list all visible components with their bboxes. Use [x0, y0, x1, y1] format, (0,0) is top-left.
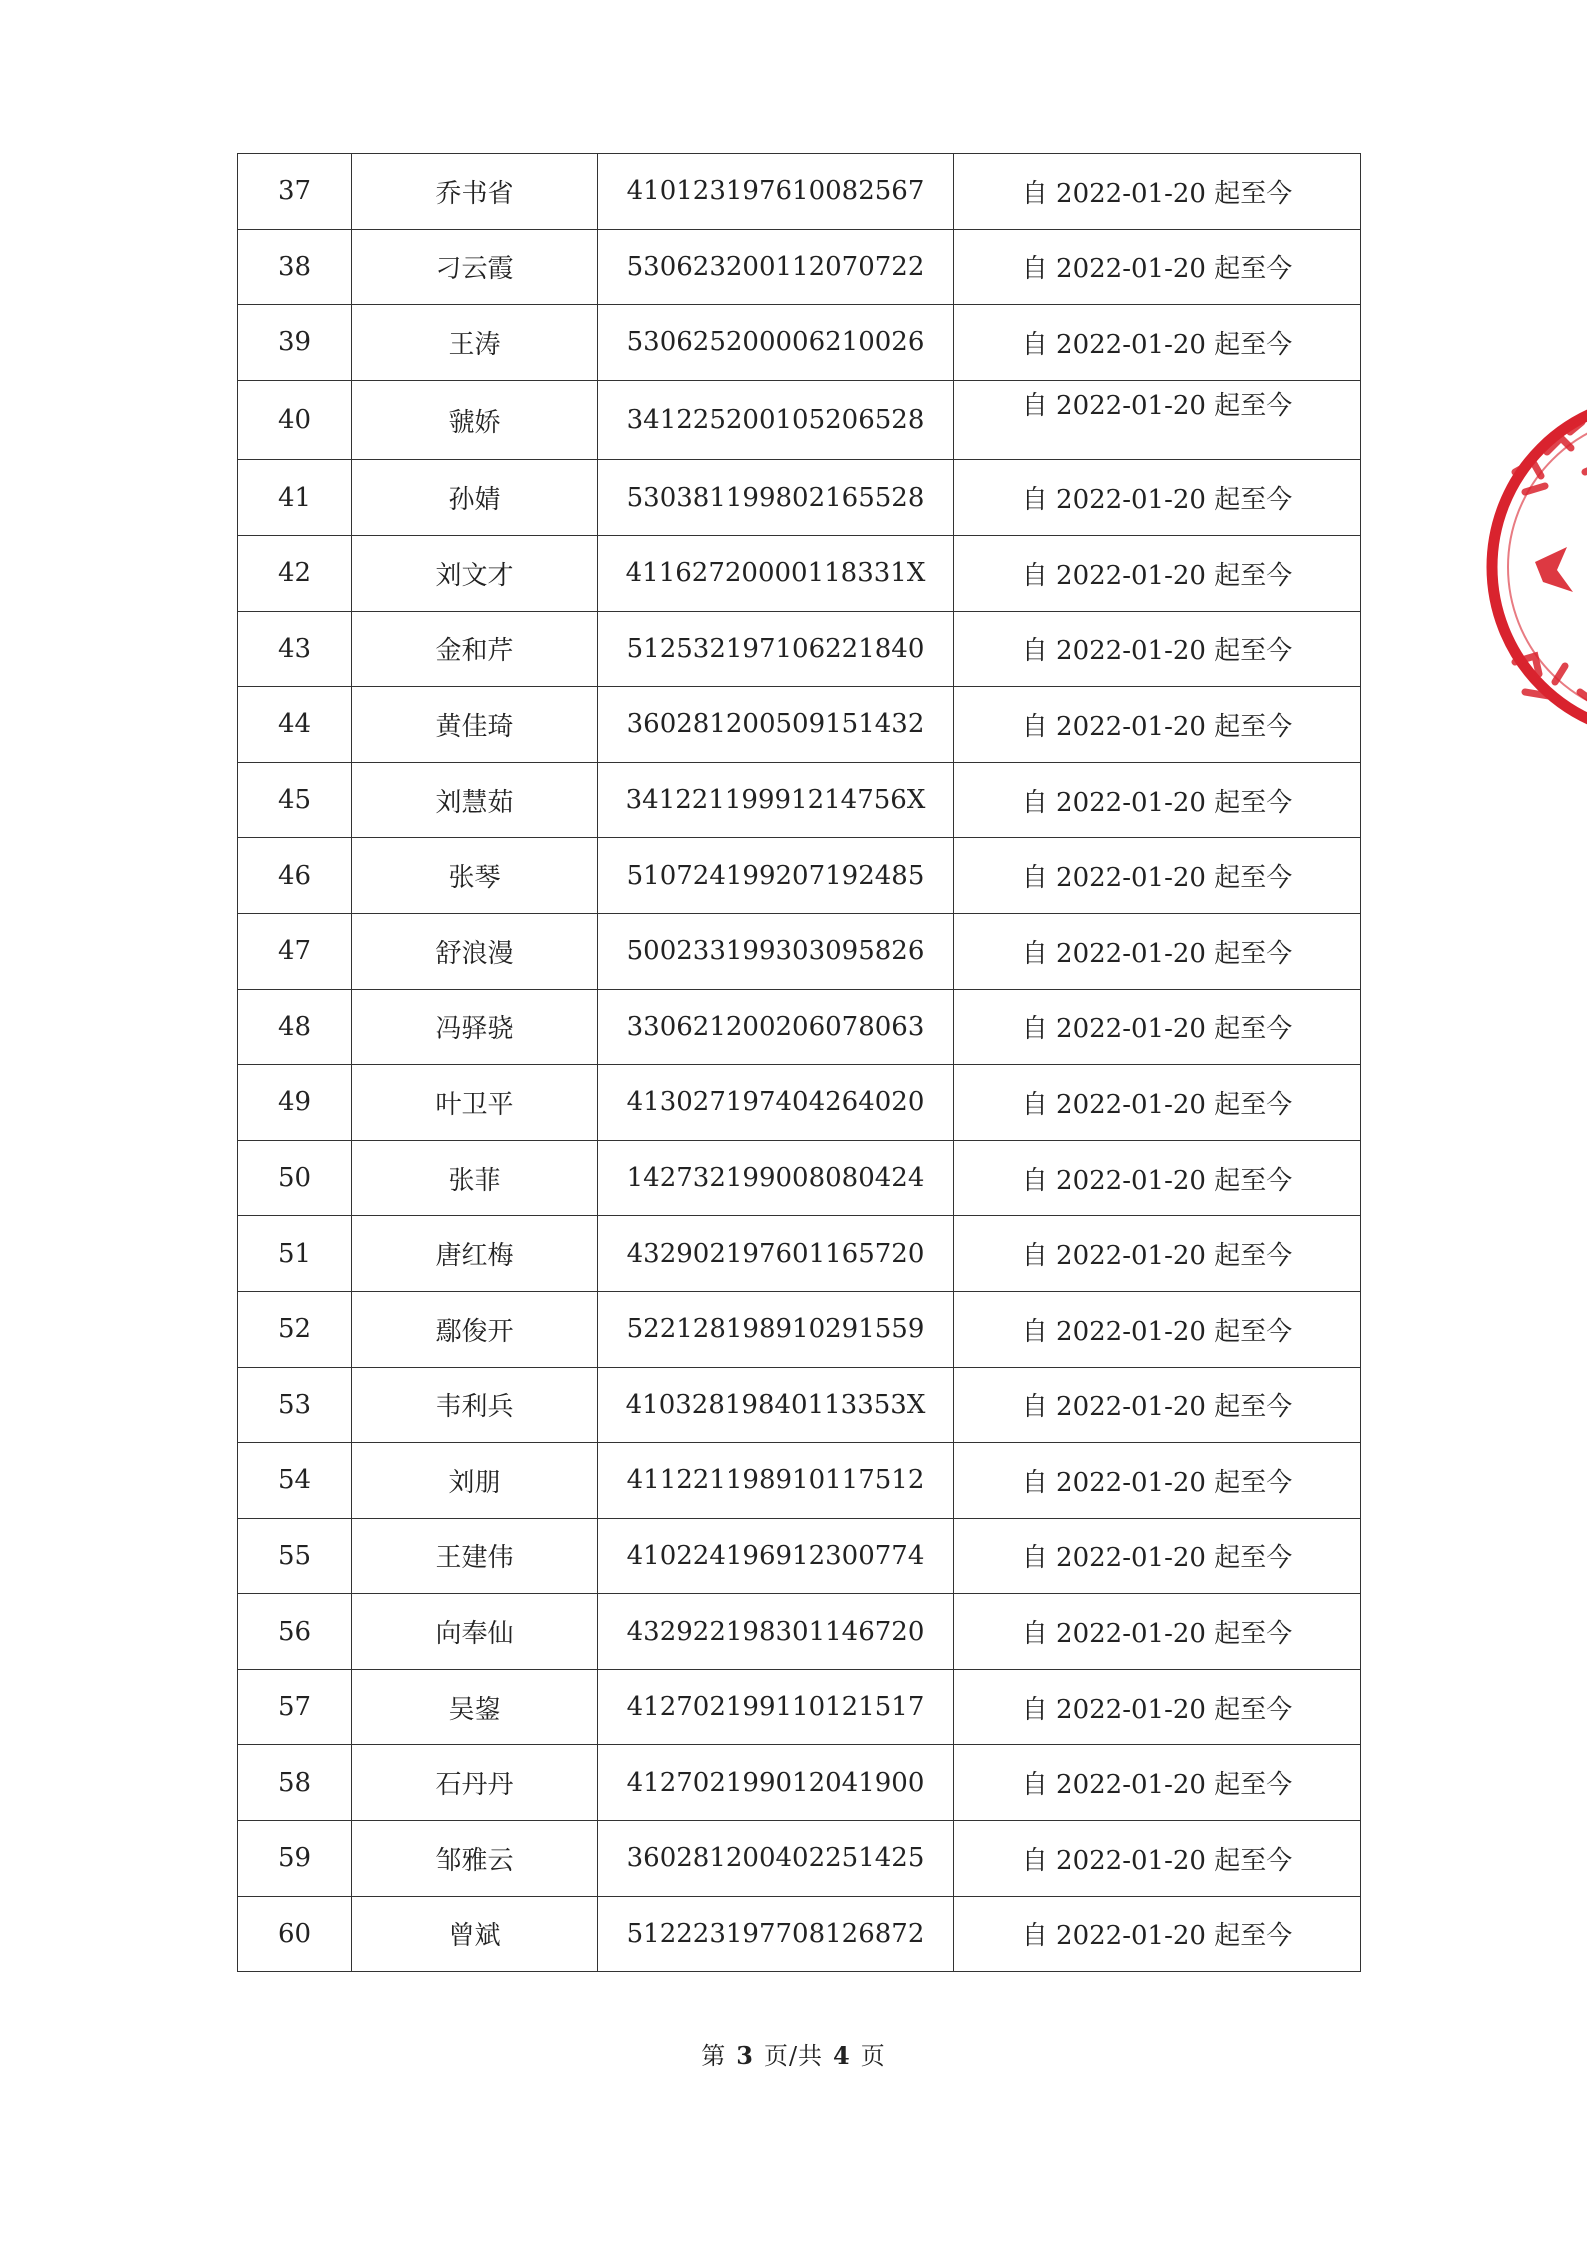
- employment-period-cell: 自 2022-01-20 起至今: [954, 838, 1361, 914]
- name-cell: 石丹丹: [352, 1745, 598, 1821]
- seq-number-cell: 48: [238, 989, 352, 1065]
- seq-number-cell: 43: [238, 611, 352, 687]
- table-row: [238, 380, 1361, 460]
- employment-period-cell: 自 2022-01-20 起至今: [954, 1291, 1361, 1367]
- seq-number-cell: 59: [238, 1821, 352, 1897]
- employment-period-cell: 自 2022-01-20 起至今: [954, 687, 1361, 763]
- name-cell: 王涛: [352, 305, 598, 381]
- seq-number-cell: 56: [238, 1594, 352, 1670]
- employment-period-cell: 自 2022-01-20 起至今: [954, 989, 1361, 1065]
- table-row: [238, 1367, 1361, 1443]
- seq-number-cell: 45: [238, 762, 352, 838]
- name-cell: 张菲: [352, 1140, 598, 1216]
- table-row: [238, 1745, 1361, 1821]
- employment-period-cell: 自 2022-01-20 起至今: [954, 1367, 1361, 1443]
- id-number-cell: 530623200112070722: [598, 229, 954, 305]
- table-row: [238, 838, 1361, 914]
- seq-number-cell: 55: [238, 1518, 352, 1594]
- current-page-number: 3: [736, 2041, 754, 2070]
- name-cell: 孙婧: [352, 460, 598, 536]
- id-number-cell: 413027197404264020: [598, 1065, 954, 1141]
- id-number-cell: 530625200006210026: [598, 305, 954, 381]
- employment-period-cell: 自 2022-01-20 起至今: [954, 1443, 1361, 1519]
- name-cell: 向奉仙: [352, 1594, 598, 1670]
- total-page-count: 4: [833, 2041, 851, 2070]
- seq-number-cell: 57: [238, 1669, 352, 1745]
- table-row: [238, 1216, 1361, 1292]
- table-row: [238, 1065, 1361, 1141]
- table-row: [238, 1291, 1361, 1367]
- table-row: [238, 989, 1361, 1065]
- id-number-cell: 432902197601165720: [598, 1216, 954, 1292]
- name-cell: 鄢俊开: [352, 1291, 598, 1367]
- table-row: [238, 762, 1361, 838]
- page-footer: [0, 2036, 1587, 2071]
- table-row: [238, 913, 1361, 989]
- footer-suffix: 页: [860, 2042, 886, 2070]
- id-number-cell: 522128198910291559: [598, 1291, 954, 1367]
- seq-number-cell: 58: [238, 1745, 352, 1821]
- name-cell: 韦利兵: [352, 1367, 598, 1443]
- table-row: [238, 1896, 1361, 1972]
- employment-period-cell: 自 2022-01-20 起至今: [954, 305, 1361, 381]
- employment-period-cell: 自 2022-01-20 起至今: [954, 762, 1361, 838]
- employment-period-cell: 自 2022-01-20 起至今: [954, 1896, 1361, 1972]
- seq-number-cell: 39: [238, 305, 352, 381]
- seq-number-cell: 47: [238, 913, 352, 989]
- employment-period-cell: 自 2022-01-20 起至今: [954, 1594, 1361, 1670]
- employment-period-cell: 自 2022-01-20 起至今: [954, 1669, 1361, 1745]
- name-cell: 黄佳琦: [352, 687, 598, 763]
- table-row: [238, 154, 1361, 230]
- id-number-cell: 512532197106221840: [598, 611, 954, 687]
- employment-period-cell: 自 2022-01-20 起至今: [954, 229, 1361, 305]
- footer-middle: 页/共: [763, 2042, 824, 2070]
- official-seal-stamp: [1485, 392, 1587, 752]
- employment-period-cell: 自 2022-01-20 起至今: [954, 1745, 1361, 1821]
- name-cell: 张琴: [352, 838, 598, 914]
- id-number-cell: 41162720000118331X: [598, 535, 954, 611]
- table-row: [238, 1140, 1361, 1216]
- table-row: [238, 1518, 1361, 1594]
- name-cell: 刘文才: [352, 535, 598, 611]
- employment-period-cell: 自 2022-01-20 起至今: [954, 154, 1361, 230]
- seq-number-cell: 52: [238, 1291, 352, 1367]
- id-number-cell: 411221198910117512: [598, 1443, 954, 1519]
- id-number-cell: 142732199008080424: [598, 1140, 954, 1216]
- name-cell: 叶卫平: [352, 1065, 598, 1141]
- seq-number-cell: 49: [238, 1065, 352, 1141]
- name-cell: 曾斌: [352, 1896, 598, 1972]
- table-row: [238, 460, 1361, 536]
- seq-number-cell: 46: [238, 838, 352, 914]
- name-cell: 唐红梅: [352, 1216, 598, 1292]
- table-row: [238, 229, 1361, 305]
- seq-number-cell: 51: [238, 1216, 352, 1292]
- seq-number-cell: 53: [238, 1367, 352, 1443]
- name-cell: 金和芹: [352, 611, 598, 687]
- id-number-cell: 412702199110121517: [598, 1669, 954, 1745]
- seq-number-cell: 40: [238, 380, 352, 460]
- table-row: [238, 1669, 1361, 1745]
- seq-number-cell: 42: [238, 535, 352, 611]
- name-cell: 舒浪漫: [352, 913, 598, 989]
- id-number-cell: 360281200509151432: [598, 687, 954, 763]
- name-cell: 刘慧茹: [352, 762, 598, 838]
- id-number-cell: 530381199802165528: [598, 460, 954, 536]
- id-number-cell: 512223197708126872: [598, 1896, 954, 1972]
- id-number-cell: 330621200206078063: [598, 989, 954, 1065]
- employment-period-cell: 自 2022-01-20 起至今: [954, 535, 1361, 611]
- personnel-table-body: [238, 154, 1361, 1972]
- employment-period-cell: 自 2022-01-20 起至今: [954, 611, 1361, 687]
- name-cell: 冯驿骁: [352, 989, 598, 1065]
- id-number-cell: 341225200105206528: [598, 380, 954, 460]
- table-row: [238, 687, 1361, 763]
- name-cell: 王建伟: [352, 1518, 598, 1594]
- seq-number-cell: 38: [238, 229, 352, 305]
- employment-period-cell: 自 2022-01-20 起至今: [954, 1518, 1361, 1594]
- employment-period-cell: 自 2022-01-20 起至今: [954, 1821, 1361, 1897]
- table-row: [238, 305, 1361, 381]
- id-number-cell: 410224196912300774: [598, 1518, 954, 1594]
- table-row: [238, 1821, 1361, 1897]
- name-cell: 虢娇: [352, 380, 598, 460]
- seq-number-cell: 60: [238, 1896, 352, 1972]
- id-number-cell: 34122119991214756X: [598, 762, 954, 838]
- seq-number-cell: 37: [238, 154, 352, 230]
- seq-number-cell: 44: [238, 687, 352, 763]
- footer-prefix: 第: [701, 2042, 727, 2070]
- seq-number-cell: 50: [238, 1140, 352, 1216]
- table-row: [238, 535, 1361, 611]
- table-row: [238, 611, 1361, 687]
- name-cell: 刁云霞: [352, 229, 598, 305]
- table-row: [238, 1594, 1361, 1670]
- employment-period-cell: 自 2022-01-20 起至今: [954, 1140, 1361, 1216]
- seq-number-cell: 41: [238, 460, 352, 536]
- employment-period-cell: 自 2022-01-20 起至今: [954, 1216, 1361, 1292]
- id-number-cell: 410123197610082567: [598, 154, 954, 230]
- employment-period-cell: 自 2022-01-20 起至今: [954, 460, 1361, 536]
- personnel-table: [237, 153, 1361, 1972]
- id-number-cell: 432922198301146720: [598, 1594, 954, 1670]
- id-number-cell: 412702199012041900: [598, 1745, 954, 1821]
- employment-period-cell: 自 2022-01-20 起至今: [954, 1065, 1361, 1141]
- employment-period-cell: 自 2022-01-20 起至今: [954, 913, 1361, 989]
- name-cell: 乔书省: [352, 154, 598, 230]
- name-cell: 邹雅云: [352, 1821, 598, 1897]
- seq-number-cell: 54: [238, 1443, 352, 1519]
- employment-period-cell: 自 2022-01-20 起至今: [954, 380, 1361, 460]
- id-number-cell: 41032819840113353X: [598, 1367, 954, 1443]
- name-cell: 刘朋: [352, 1443, 598, 1519]
- id-number-cell: 360281200402251425: [598, 1821, 954, 1897]
- table-row: [238, 1443, 1361, 1519]
- name-cell: 吴鋆: [352, 1669, 598, 1745]
- id-number-cell: 500233199303095826: [598, 913, 954, 989]
- id-number-cell: 510724199207192485: [598, 838, 954, 914]
